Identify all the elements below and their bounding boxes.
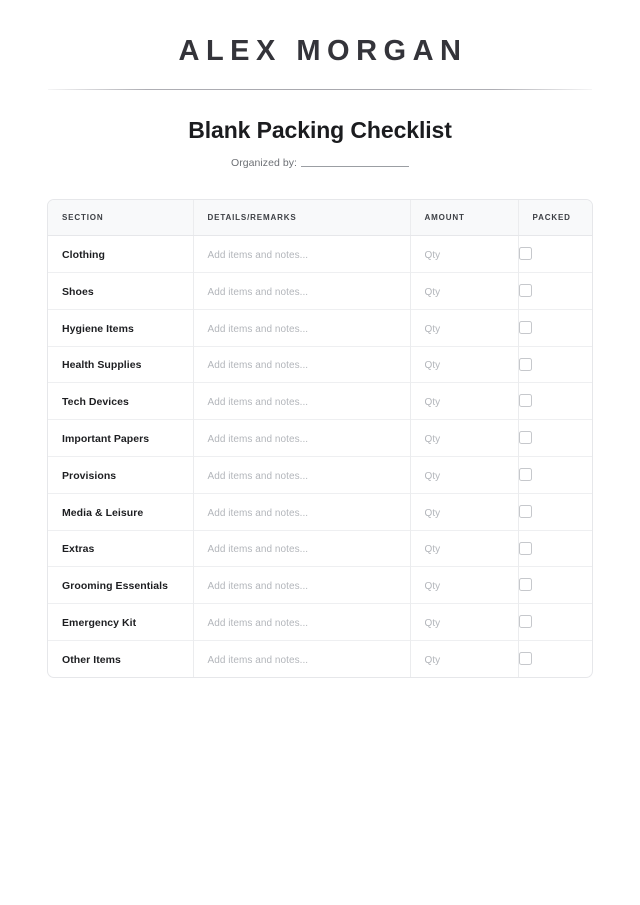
cell-section: [48, 456, 193, 493]
packed-checkbox[interactable]: [519, 652, 532, 665]
cell-packed[interactable]: [518, 420, 592, 457]
cell-packed[interactable]: [518, 530, 592, 567]
organized-by-label: Organized by:: [230, 156, 298, 169]
column-header-packed: PACKED: [518, 200, 592, 236]
cell-amount[interactable]: [410, 346, 518, 383]
table-row: [48, 346, 592, 383]
letterhead-divider: [48, 89, 592, 90]
cell-packed[interactable]: [518, 236, 592, 273]
cell-details[interactable]: [193, 640, 410, 677]
cell-amount[interactable]: [410, 272, 518, 309]
amount-input[interactable]: Qty: [424, 470, 441, 482]
packed-checkbox[interactable]: [519, 615, 532, 628]
cell-section: [48, 309, 193, 346]
packed-checkbox[interactable]: [519, 358, 532, 371]
amount-input[interactable]: Qty: [424, 250, 441, 262]
table-row: [48, 309, 592, 346]
cell-amount[interactable]: [410, 309, 518, 346]
section-label: Grooming Essentials: [62, 580, 168, 593]
cell-packed[interactable]: [518, 493, 592, 530]
amount-input[interactable]: Qty: [424, 397, 441, 409]
section-label: Provisions: [62, 469, 117, 482]
details-input[interactable]: Add items and notes...: [207, 507, 309, 519]
cell-details[interactable]: [193, 272, 410, 309]
amount-input[interactable]: Qty: [424, 618, 441, 629]
cell-section: [48, 383, 193, 420]
details-input[interactable]: Add items and notes...: [207, 470, 309, 482]
cell-section: [48, 272, 193, 309]
amount-input[interactable]: Qty: [424, 323, 441, 335]
packed-checkbox[interactable]: [519, 542, 532, 555]
cell-amount[interactable]: [410, 493, 518, 530]
packed-checkbox[interactable]: [519, 247, 532, 260]
letterhead: [0, 0, 640, 90]
table-row: [48, 530, 592, 567]
cell-details[interactable]: [193, 530, 410, 567]
amount-input[interactable]: Qty: [424, 434, 441, 446]
cell-amount[interactable]: [410, 567, 518, 604]
cell-packed[interactable]: [518, 640, 592, 677]
section-label: Important Papers: [62, 433, 150, 446]
cell-details[interactable]: [193, 493, 410, 530]
details-input[interactable]: Add items and notes...: [207, 250, 309, 262]
section-label: Hygiene Items: [62, 322, 134, 335]
cell-packed[interactable]: [518, 346, 592, 383]
cell-amount[interactable]: [410, 456, 518, 493]
checklist-table-container: [47, 199, 593, 679]
column-header-details: DETAILS/REMARKS: [193, 200, 410, 236]
amount-input[interactable]: Qty: [424, 360, 441, 372]
cell-details[interactable]: [193, 346, 410, 383]
table-row: [48, 640, 592, 677]
cell-section: [48, 604, 193, 641]
table-header: [48, 200, 592, 236]
cell-packed[interactable]: [518, 456, 592, 493]
cell-details[interactable]: [193, 236, 410, 273]
cell-details[interactable]: [193, 604, 410, 641]
cell-section: [48, 530, 193, 567]
cell-packed[interactable]: [518, 272, 592, 309]
page-title: Blank Packing Checklist: [188, 116, 452, 143]
details-input[interactable]: Add items and notes...: [207, 360, 309, 372]
cell-amount[interactable]: [410, 236, 518, 273]
packed-checkbox[interactable]: [519, 431, 532, 444]
organized-by-row: [0, 156, 640, 169]
cell-details[interactable]: [193, 567, 410, 604]
cell-details[interactable]: [193, 309, 410, 346]
details-input[interactable]: Add items and notes...: [207, 581, 309, 593]
checklist-table: [48, 200, 592, 678]
details-input[interactable]: Add items and notes...: [207, 434, 309, 446]
amount-input[interactable]: Qty: [424, 581, 441, 593]
details-input[interactable]: Add items and notes...: [207, 544, 309, 556]
table-header-row: [48, 200, 592, 236]
table-row: [48, 567, 592, 604]
cell-section: [48, 346, 193, 383]
brand-name: ALEX MORGAN: [178, 35, 468, 67]
cell-packed[interactable]: [518, 604, 592, 641]
section-label: Other Items: [62, 654, 121, 667]
section-label: Tech Devices: [62, 396, 129, 409]
cell-packed[interactable]: [518, 309, 592, 346]
document-header: [0, 116, 640, 169]
section-label: Media & Leisure: [62, 506, 144, 519]
cell-section: [48, 567, 193, 604]
table-row: [48, 236, 592, 273]
cell-section: [48, 420, 193, 457]
section-label: Shoes: [62, 285, 94, 298]
packed-checkbox[interactable]: [519, 284, 532, 297]
section-label: Extras: [62, 543, 95, 556]
packed-checkbox[interactable]: [519, 468, 532, 481]
amount-input[interactable]: Qty: [424, 544, 441, 556]
cell-amount[interactable]: [410, 640, 518, 677]
organized-by-field[interactable]: [301, 156, 409, 167]
details-input[interactable]: Add items and notes...: [207, 618, 309, 629]
cell-packed[interactable]: [518, 567, 592, 604]
cell-details[interactable]: [193, 456, 410, 493]
cell-amount[interactable]: [410, 604, 518, 641]
packed-checkbox[interactable]: [519, 578, 532, 591]
table-row: [48, 272, 592, 309]
section-label: Clothing: [62, 249, 105, 262]
cell-section: [48, 640, 193, 677]
cell-amount[interactable]: [410, 420, 518, 457]
details-input[interactable]: Add items and notes...: [207, 323, 309, 335]
column-header-section: SECTION: [48, 200, 193, 236]
amount-input[interactable]: Qty: [424, 286, 441, 298]
cell-details[interactable]: [193, 420, 410, 457]
table-row: [48, 456, 592, 493]
section-label: Emergency Kit: [62, 617, 137, 629]
section-label: Health Supplies: [62, 359, 142, 372]
packed-checkbox[interactable]: [519, 321, 532, 334]
column-header-amount: AMOUNT: [410, 200, 518, 236]
packed-checkbox[interactable]: [519, 505, 532, 518]
table-row: [48, 420, 592, 457]
table-body: [48, 236, 592, 678]
table-row: [48, 383, 592, 420]
cell-packed[interactable]: [518, 383, 592, 420]
cell-section: [48, 493, 193, 530]
cell-amount[interactable]: [410, 383, 518, 420]
amount-input[interactable]: Qty: [424, 507, 441, 519]
table-row: [48, 493, 592, 530]
details-input[interactable]: Add items and notes...: [207, 655, 309, 667]
amount-input[interactable]: Qty: [424, 655, 441, 667]
cell-details[interactable]: [193, 383, 410, 420]
cell-section: [48, 236, 193, 273]
packed-checkbox[interactable]: [519, 394, 532, 407]
details-input[interactable]: Add items and notes...: [207, 286, 309, 298]
table-row: [48, 604, 592, 641]
cell-amount[interactable]: [410, 530, 518, 567]
details-input[interactable]: Add items and notes...: [207, 397, 309, 409]
